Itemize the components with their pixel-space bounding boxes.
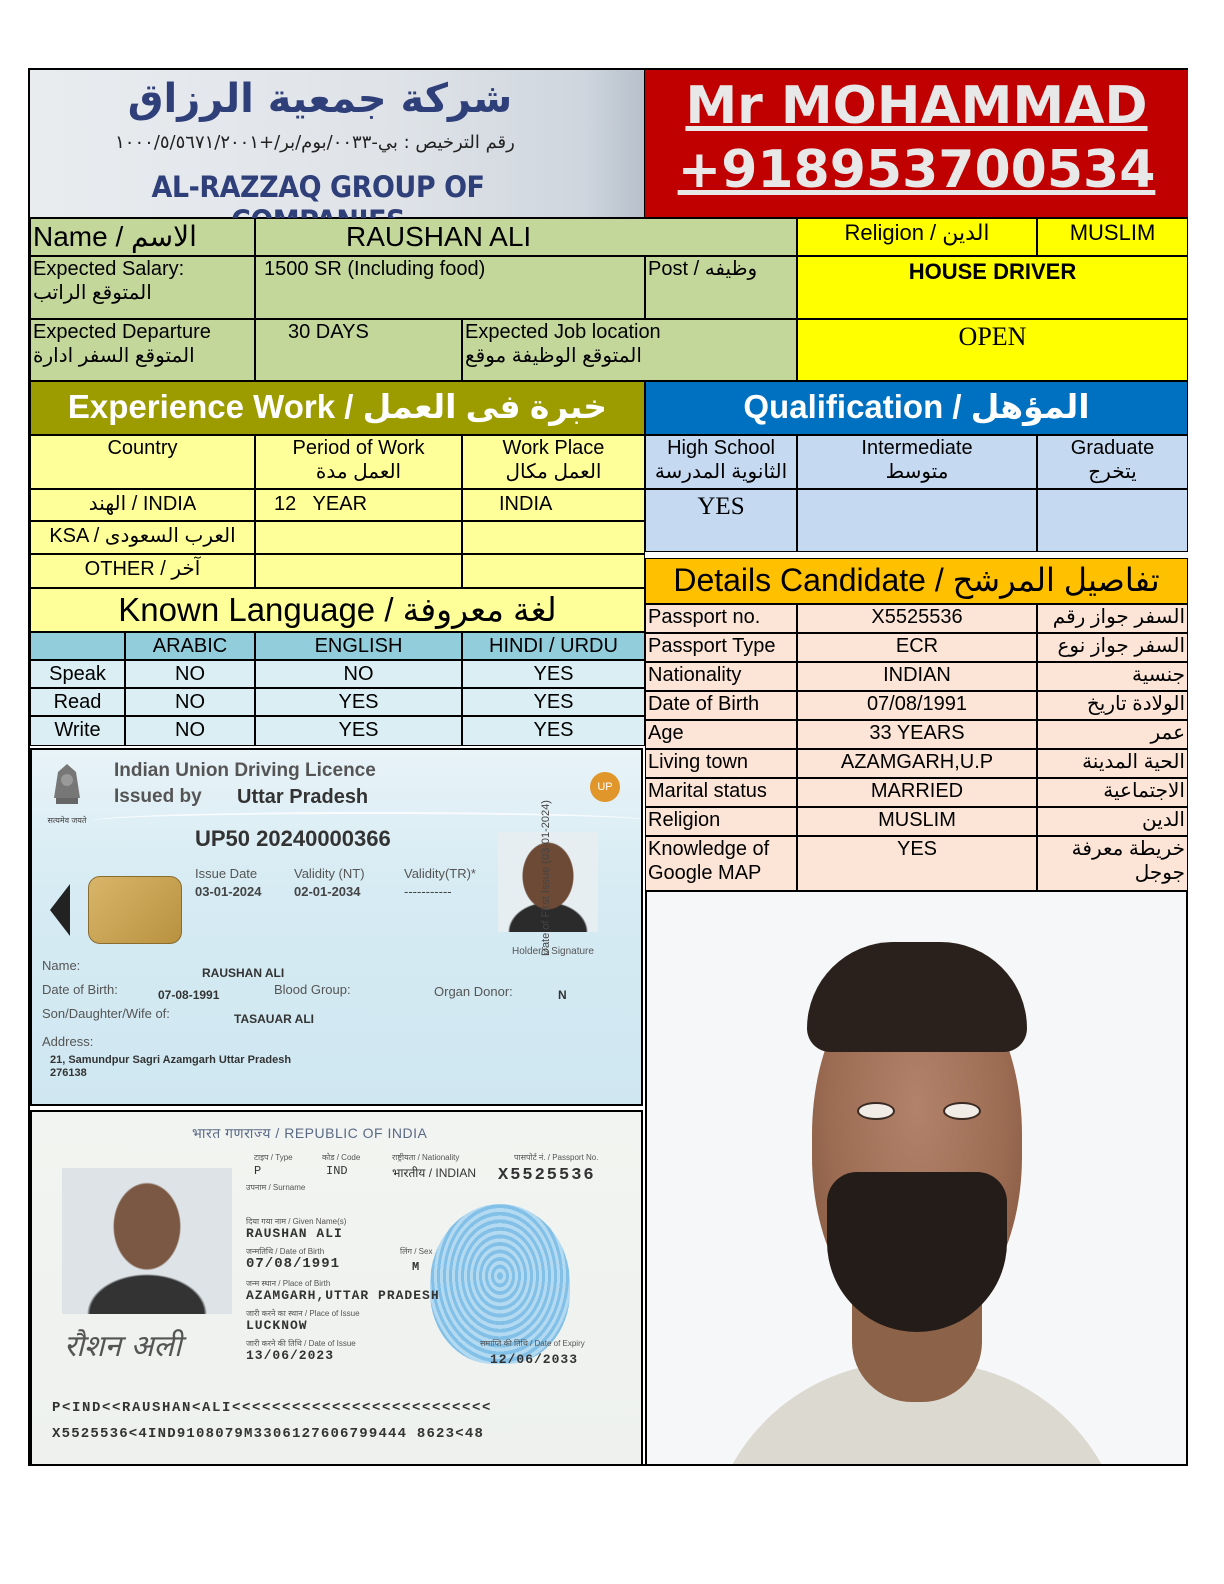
name-value: RAUSHAN ALI: [346, 221, 532, 252]
experience-row: [462, 521, 645, 554]
col-high-school-ar: الثانوية المدرسة: [654, 461, 788, 483]
experience-col-period: [255, 435, 462, 489]
col-high-school-en: High School: [667, 437, 775, 459]
contact-name: Mr MOHAMMAD: [685, 76, 1148, 136]
departure-label-cell: [30, 319, 255, 381]
language-value: NO: [175, 663, 205, 685]
experience-country: KSA / العرب السعودى: [49, 525, 236, 547]
language-cell: [462, 716, 645, 746]
details-row-cell: [797, 720, 1037, 749]
religion-value: MUSLIM: [1069, 220, 1156, 245]
details-row-cell: [1037, 778, 1188, 807]
passport-poi-value: LUCKNOW: [246, 1318, 308, 1333]
post-value: HOUSE DRIVER: [908, 259, 1077, 284]
licence-issued-by: Issued by: [114, 786, 202, 807]
licence-number: UP50 20240000366: [195, 826, 391, 851]
language-value: NO: [175, 691, 205, 713]
details-row-cell: [797, 604, 1037, 633]
company-name-english: AL-RAZZAQ GROUP OF: [151, 170, 485, 204]
details-row-cell: [797, 749, 1037, 778]
experience-place: INDIA: [499, 493, 553, 515]
photo-left-eye: [857, 1102, 895, 1120]
qualification-col-intermediate: [797, 435, 1037, 489]
licence-organ-value: N: [558, 988, 567, 1002]
licence-relation-label: Son/Daughter/Wife of:: [42, 1006, 170, 1021]
post-label-cell: [645, 256, 797, 319]
qualification-title-cell: [645, 381, 1188, 435]
language-row: [30, 660, 125, 688]
details-title-cell: [645, 558, 1188, 604]
passport-type-label: टाइप / Type: [254, 1153, 293, 1162]
col-intermediate-ar: متوسط: [885, 461, 949, 483]
salary-label-ar: المتوقع الراتب: [33, 282, 152, 304]
details-row-cell: [645, 691, 797, 720]
details-row-cell: [645, 778, 797, 807]
qualification-col-graduate: [1037, 435, 1188, 489]
details-label-ar: الدين: [1142, 809, 1185, 831]
details-row-cell: [1037, 836, 1188, 892]
language-value: NO: [343, 663, 374, 685]
details-label-en: Knowledge of Google MAP: [648, 838, 770, 884]
religion-label-cell: [797, 218, 1037, 256]
language-row: [30, 716, 125, 746]
details-label-en: Nationality: [648, 664, 742, 686]
licence-dob-value: 07-08-1991: [158, 988, 220, 1002]
details-row-cell: [797, 662, 1037, 691]
location-label-ar: المتوقع الوظيفة موقع: [465, 345, 642, 367]
details-row-cell: [1037, 662, 1188, 691]
high-school-value: YES: [697, 493, 745, 520]
passport-nationality-label: राष्ट्रीयता / Nationality: [392, 1153, 460, 1162]
language-row-label: Read: [53, 691, 102, 713]
driving-licence-image: [30, 748, 643, 1106]
details-label-ar: السفر جواز رقم: [1052, 606, 1185, 628]
passport-poi-label: जारी करने का स्थान / Place of Issue: [246, 1309, 360, 1318]
details-value: ECR: [895, 635, 939, 657]
language-value: YES: [533, 719, 574, 741]
language-cell: [255, 660, 462, 688]
details-label-ar: الحية المدينة: [1082, 751, 1185, 773]
passport-type-value: P: [254, 1164, 262, 1178]
details-row-cell: [797, 691, 1037, 720]
col-place-label-en: Work Place: [502, 437, 605, 459]
passport-pob-label: जन्म स्थान / Place of Birth: [246, 1279, 331, 1288]
language-row-label: Write: [54, 719, 101, 741]
language-row-label: Speak: [49, 663, 106, 685]
details-row-cell: [645, 662, 797, 691]
salary-value-cell: [255, 256, 645, 319]
passport-number-value: X5525536: [498, 1166, 596, 1185]
col-intermediate-en: Intermediate: [861, 437, 973, 459]
experience-title-cell: [30, 381, 645, 435]
salary-label-cell: [30, 256, 255, 319]
passport-nationality-value: भारतीय / INDIAN: [392, 1166, 477, 1180]
experience-title: Experience Work / خبرة فى العمل: [67, 388, 608, 425]
language-cell: [125, 688, 255, 716]
experience-row: [30, 521, 255, 554]
language-title-cell: [30, 588, 645, 632]
details-label-en: Passport Type: [648, 635, 776, 657]
licence-up-badge-icon: UP: [590, 772, 620, 802]
details-label-en: Age: [648, 722, 684, 744]
details-label-en: Living town: [648, 751, 749, 773]
licence-title: Indian Union Driving Licence: [114, 760, 376, 781]
location-value: OPEN: [958, 322, 1027, 351]
passport-mrz-line-1: P<IND<<RAUSHAN<ALI<<<<<<<<<<<<<<<<<<<<<<<<<<: [52, 1400, 493, 1416]
contact-banner: [645, 70, 1188, 218]
experience-row: [255, 554, 462, 588]
details-value: 07/08/1991: [866, 693, 968, 715]
details-row-cell: [1037, 749, 1188, 778]
passport-signature: रौशन अली: [64, 1329, 182, 1364]
licence-address-value: 21, Samundpur Sagri Azamgarh Uttar Pradesh 276138: [50, 1054, 292, 1079]
licence-name-label: Name:: [42, 958, 81, 973]
details-label-en: Passport no.: [648, 606, 761, 628]
salary-value: 1500 SR (Including food): [264, 258, 486, 280]
language-cell: [462, 660, 645, 688]
contact-phone: +918953700534: [677, 140, 1156, 200]
passport-photo: [62, 1168, 232, 1314]
passport-pob-value: AZAMGARH,UTTAR PRADESH: [246, 1288, 440, 1303]
licence-relation-value: TASAUAR ALI: [234, 1012, 314, 1026]
language-cell: [125, 716, 255, 746]
licence-validity-tr-label: Validity(TR)*: [404, 866, 476, 881]
col-graduate-ar: يتخرج: [1088, 461, 1137, 483]
licence-emblem-icon: [42, 758, 92, 824]
licence-emblem-text: सत्यमेव जयते: [47, 816, 87, 825]
col-place-label-ar: العمل مكال: [505, 461, 602, 483]
col-period-label-ar: العمل مدة: [315, 461, 402, 483]
language-header-blank: [30, 632, 125, 660]
language-value: YES: [338, 719, 379, 741]
passport-number-label: पासपोर्ट नं. / Passport No.: [514, 1153, 599, 1162]
licence-first-issue: Date of First Issue (03-01-2024): [540, 800, 552, 956]
candidate-sheet: [28, 68, 1188, 1466]
name-label: Name / الاسم: [33, 221, 197, 252]
passport-sex-label: लिंग / Sex: [400, 1247, 433, 1256]
licence-organ-label: Organ Donor:: [434, 984, 513, 999]
passport-header: भारत गणराज्य / REPUBLIC OF INDIA: [192, 1125, 428, 1141]
passport-doi-label: जारी करने की तिथि / Date of Issue: [246, 1339, 356, 1348]
qualification-intermediate-value-cell: [797, 489, 1037, 552]
details-row-cell: [1037, 720, 1188, 749]
experience-country: الهند / INDIA: [88, 493, 197, 515]
details-label-en: Marital status: [648, 780, 767, 802]
passport-given-label: दिया गया नाम / Given Name(s): [246, 1217, 347, 1226]
details-row-cell: [1037, 807, 1188, 836]
company-logo-banner: [30, 70, 645, 218]
license-number-arabic: رقم الترخيص : بي-٠٠٣٣/بوم/بر/+١٠٠٠/٥/٥٦٧١/٢٠٠١: [115, 132, 515, 153]
language-row: [30, 688, 125, 716]
licence-holder-signature-label: Holder's Signature: [512, 946, 594, 957]
passport-mrz-line-2: X5525536<4IND9108079M3306127606799444 8623<48: [52, 1426, 485, 1442]
details-value: INDIAN: [883, 664, 951, 686]
photo-right-eye: [943, 1102, 981, 1120]
experience-row: [462, 489, 645, 521]
details-label-ar: عمر: [1150, 722, 1185, 744]
location-label-cell: [462, 319, 797, 381]
qualification-title: Qualification / المؤهل: [743, 388, 1090, 425]
details-label-ar: الاجتماعية: [1103, 780, 1185, 802]
col-country-label: Country: [107, 437, 178, 459]
col-graduate-en: Graduate: [1070, 437, 1155, 459]
name-value-cell: [255, 218, 797, 256]
language-header-hindi-urdu: HINDI / URDU: [489, 635, 618, 657]
experience-col-country: [30, 435, 255, 489]
passport-doe-label: समाप्ति की तिथि / Date of Expiry: [480, 1339, 585, 1348]
location-value-cell: [797, 319, 1188, 381]
experience-row: [462, 554, 645, 588]
experience-row: [30, 489, 255, 521]
language-header-english: ENGLISH: [314, 635, 403, 657]
details-row-cell: [797, 633, 1037, 662]
post-label: Post / وظيفه: [648, 258, 758, 280]
passport-sex-value: M: [412, 1260, 420, 1274]
experience-row: [30, 554, 255, 588]
experience-col-place: [462, 435, 645, 489]
licence-validity-nt-value: 02-01-2034: [294, 884, 361, 899]
details-value: MUSLIM: [878, 809, 956, 831]
details-row-cell: [645, 633, 797, 662]
licence-chip-icon: [88, 876, 182, 944]
departure-label-en: Expected Departure: [33, 321, 211, 343]
details-row-cell: [645, 807, 797, 836]
candidate-photo: [645, 890, 1188, 1466]
details-row-cell: [1037, 633, 1188, 662]
licence-dob-label: Date of Birth:: [42, 982, 118, 997]
passport-doi-value: 13/06/2023: [246, 1348, 335, 1363]
licence-validity-tr-value: -----------: [404, 884, 452, 899]
language-value: YES: [533, 691, 574, 713]
passport-code-label: कोड / Code: [322, 1153, 361, 1162]
details-value: X5525536: [871, 606, 963, 628]
col-period-label-en: Period of Work: [292, 437, 425, 459]
details-label-ar: جنسية: [1132, 664, 1185, 686]
licence-state: Uttar Pradesh: [237, 786, 369, 808]
language-cell: [255, 688, 462, 716]
name-label-cell: [30, 218, 255, 256]
details-label-ar: الولادة تاريخ: [1086, 693, 1185, 715]
language-value: YES: [533, 663, 574, 685]
experience-row: [255, 521, 462, 554]
details-value: YES: [896, 838, 938, 860]
qualification-col-high-school: [645, 435, 797, 489]
salary-label-en: Expected Salary:: [33, 258, 185, 280]
language-cell: [125, 660, 255, 688]
passport-image: [30, 1110, 643, 1466]
experience-country: OTHER / آخر: [84, 558, 201, 580]
details-row-cell: [645, 720, 797, 749]
details-row-cell: [645, 749, 797, 778]
licence-arrow-icon: [50, 884, 70, 936]
religion-value-cell: [1037, 218, 1188, 256]
details-row-cell: [797, 836, 1037, 892]
details-title: Details Candidate / تفاصيل المرشح: [673, 562, 1160, 598]
post-value-cell: [797, 256, 1188, 319]
departure-label-ar: المتوقع السفر ادارة: [33, 345, 195, 367]
details-row-cell: [797, 807, 1037, 836]
passport-doe-value: 12/06/2033: [490, 1352, 579, 1367]
details-value: AZAMGARH,U.P: [840, 751, 994, 773]
details-label-ar: خريطة معرفة جوجل: [1071, 838, 1185, 884]
licence-address-label: Address:: [42, 1034, 94, 1049]
details-label-en: Religion: [648, 809, 721, 831]
language-value: YES: [338, 691, 379, 713]
passport-given-value: RAUSHAN ALI: [246, 1226, 343, 1241]
experience-row: [255, 489, 462, 521]
licence-blood-label: Blood Group:: [274, 982, 351, 997]
licence-issue-label: Issue Date: [195, 866, 258, 881]
details-row-cell: [1037, 691, 1188, 720]
licence-name-value: RAUSHAN ALI: [202, 966, 285, 980]
experience-period: 12 YEAR: [274, 493, 368, 515]
language-title: Known Language / لغة معروفة: [118, 591, 557, 628]
company-name-arabic: شركة جمعية الرزاق: [127, 76, 513, 122]
passport-dob-value: 07/08/1991: [246, 1256, 341, 1272]
language-value: NO: [175, 719, 205, 741]
photo-hair: [807, 942, 1027, 1052]
details-row-cell: [797, 778, 1037, 807]
religion-label: Religion / الدين: [844, 220, 990, 245]
details-label-en: Date of Birth: [648, 693, 760, 715]
departure-value: 30 DAYS: [288, 321, 369, 343]
details-row-cell: [645, 604, 797, 633]
departure-value-cell: [255, 319, 462, 381]
passport-code-value: IND: [326, 1164, 348, 1178]
details-value: MARRIED: [870, 780, 964, 802]
details-row-cell: [645, 836, 797, 892]
language-header: [125, 632, 255, 660]
language-header-arabic: ARABIC: [152, 635, 228, 657]
passport-surname-label: उपनाम / Surname: [246, 1183, 306, 1192]
details-label-ar: السفر جواز نوع: [1057, 635, 1185, 657]
qualification-graduate-value-cell: [1037, 489, 1188, 552]
language-cell: [255, 716, 462, 746]
licence-issue-value: 03-01-2024: [195, 884, 262, 899]
details-value: 33 YEARS: [869, 722, 965, 744]
language-cell: [462, 688, 645, 716]
language-header: [255, 632, 462, 660]
qualification-high-school-value-cell: [645, 489, 797, 552]
location-label-en: Expected Job location: [465, 321, 661, 343]
language-header: [462, 632, 645, 660]
passport-dob-label: जन्मतिथि / Date of Birth: [246, 1247, 325, 1256]
licence-validity-nt-label: Validity (NT): [294, 866, 365, 881]
details-row-cell: [1037, 604, 1188, 633]
